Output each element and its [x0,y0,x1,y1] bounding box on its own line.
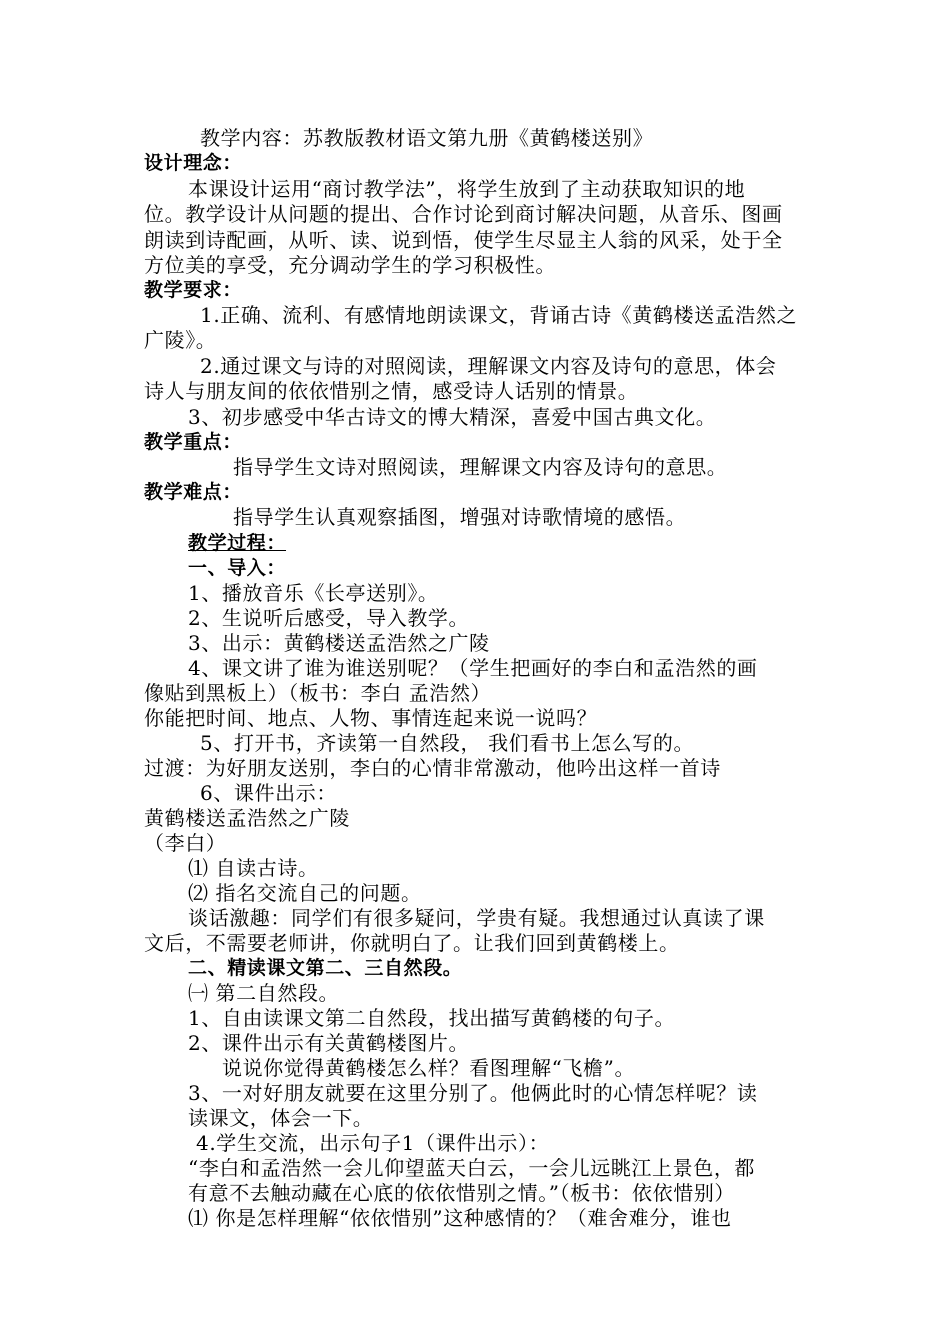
paragraph-line: ⑴ 你是怎样理解“依依惜别”这种感情的？（难舍难分，谁也 [188,1206,732,1230]
paragraph-line: ⑴ 自读古诗。 [188,856,319,880]
part-heading-close-reading: 二、精读课文第二、三自然段。 [188,957,463,979]
paragraph-line: 谈话激趣：同学们有很多疑问，学贵有疑。我想通过认真读了课 [188,906,765,930]
paragraph-line: 读课文，体会一下。 [188,1106,374,1130]
poem-author: （李白） [144,831,227,855]
part-heading-intro: 一、导入： [188,557,287,579]
paragraph-line: 文后，不需要老师讲，你就明白了。让我们回到黄鹤楼上。 [144,931,680,955]
paragraph-line: 4、课文讲了谁为谁送别呢？（学生把画好的李白和孟浩然的画 [188,656,758,680]
paragraph-line: 1.正确、流利、有感情地朗读课文，背诵古诗《黄鹤楼送孟浩然之 [200,303,798,327]
section-heading-difficulty: 教学难点： [144,481,243,503]
paragraph-line: 像贴到黑板上）（板书：李白 孟浩然） [144,681,492,705]
paragraph-line: 广陵》。 [144,328,217,352]
paragraph-line: 位。教学设计从问题的提出、合作讨论到商讨解决问题，从音乐、图画 [144,202,783,226]
paragraph-line: 本课设计运用“商讨教学法”，将学生放到了主动获取知识的地 [188,177,746,201]
paragraph-line: 3、初步感受中华古诗文的博大精深，喜爱中国古典文化。 [188,405,717,429]
quoted-sentence: “李白和孟浩然一会儿仰望蓝天白云，一会儿远眺江上景色，都 [188,1156,756,1180]
paragraph-line: 5、打开书，齐读第一自然段， 我们看书上怎么写的。 [200,731,695,755]
lesson-title: 教学内容：苏教版教材语文第九册《黄鹤楼送别》 [200,126,654,150]
paragraph-line: 你能把时间、地点、人物、事情连起来说一说吗？ [144,706,598,730]
paragraph-line: 3、出示：黄鹤楼送孟浩然之广陵 [188,631,490,655]
paragraph-line: 1、播放音乐《长亭送别》。 [188,581,439,605]
paragraph-line: 2、课件出示有关黄鹤楼图片。 [188,1031,470,1055]
section-heading-key-point: 教学重点： [144,431,243,453]
paragraph-line: 方位美的享受，充分调动学生的学习积极性。 [144,253,556,277]
paragraph-line: 2.通过课文与诗的对照阅读，理解课文内容及诗句的意思，体会 [200,354,777,378]
section-heading-requirements: 教学要求： [144,279,243,301]
paragraph-line: 说说你觉得黄鹤楼怎么样？看图理解“飞檐”。 [222,1056,636,1080]
quoted-sentence: 有意不去触动藏在心底的依依惜别之情。”（板书：依依惜别） [188,1181,736,1205]
paragraph-line: 指导学生文诗对照阅读，理解课文内容及诗句的意思。 [233,455,728,479]
section-heading-process: 教学过程： [188,532,287,554]
poem-title: 黄鹤楼送孟浩然之广陵 [144,806,350,830]
section-heading-design-idea: 设计理念： [144,152,243,174]
paragraph-line: 3、一对好朋友就要在这里分别了。他俩此时的心情怎样呢？读 [188,1081,758,1105]
paragraph-line: 2、生说听后感受，导入教学。 [188,606,470,630]
paragraph-line: 1、自由读课文第二自然段，找出描写黄鹤楼的句子。 [188,1006,676,1030]
paragraph-line: ⑵ 指名交流自己的问题。 [188,881,422,905]
paragraph-line: 4.学生交流，出示句子1（课件出示）： [196,1131,550,1155]
paragraph-line: 诗人与朋友间的依依惜别之情，感受诗人话别的情景。 [144,379,639,403]
paragraph-line: 6、课件出示： [200,781,337,805]
paragraph-line: 指导学生认真观察插图，增强对诗歌情境的感悟。 [233,505,687,529]
paragraph-line: 过渡：为好朋友送别，李白的心情非常激动，他吟出这样一首诗 [144,756,721,780]
paragraph-line: ㈠ 第二自然段。 [188,981,340,1005]
paragraph-line: 朗读到诗配画，从听、读、说到悟，使学生尽显主人翁的风采，处于全 [144,228,783,252]
